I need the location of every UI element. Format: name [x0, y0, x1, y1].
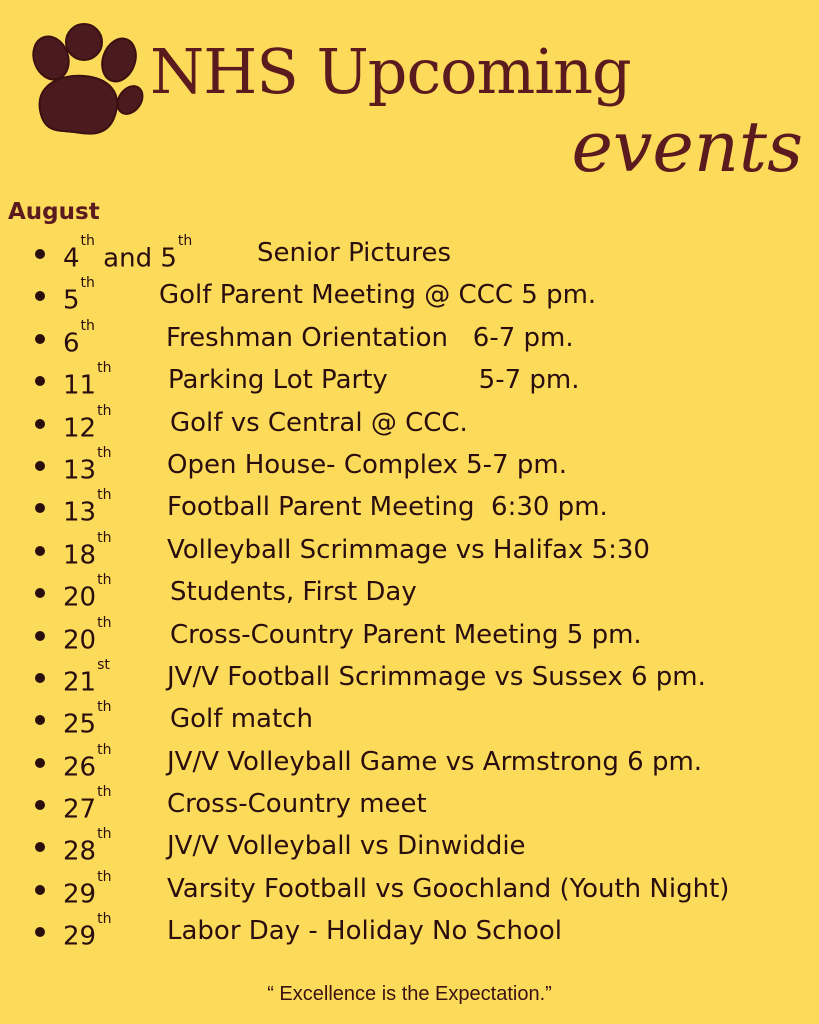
list-item: [0, 614, 819, 656]
list-item: [0, 825, 819, 867]
bullet-icon: [35, 334, 45, 344]
bullet-icon: [35, 758, 45, 768]
event-description: Parking Lot Party 5-7 pm.: [168, 365, 580, 396]
list-item: [0, 444, 819, 486]
bullet-icon: [35, 546, 45, 556]
event-description: Senior Pictures: [257, 238, 452, 268]
list-item: [0, 656, 819, 698]
event-description: Football Parent Meeting 6:30 pm.: [167, 492, 608, 523]
bullet-icon: [35, 885, 45, 895]
event-date: 12th: [63, 402, 112, 444]
list-item: [0, 698, 819, 740]
event-date: 20th: [63, 572, 112, 613]
event-date: 29th: [63, 911, 112, 952]
list-item: [0, 274, 819, 316]
bullet-icon: [35, 503, 45, 513]
list-item: [0, 317, 819, 359]
list-item: [0, 486, 819, 528]
bullet-icon: [35, 842, 45, 852]
event-date: 11th: [63, 360, 112, 401]
list-item: [0, 571, 819, 613]
event-description: JV/V Volleyball Game vs Armstrong 6 pm.: [167, 746, 703, 777]
page-subtitle: events: [571, 106, 803, 188]
bullet-icon: [35, 291, 45, 301]
event-description: JV/V Football Scrimmage vs Sussex 6 pm.: [167, 661, 706, 692]
event-date: 27th: [63, 784, 112, 825]
list-item: [0, 783, 819, 825]
month-heading: August: [8, 199, 100, 225]
event-date: 5th: [63, 275, 95, 317]
event-date: 28th: [63, 826, 112, 868]
bullet-icon: [35, 249, 45, 259]
event-date: 18th: [63, 529, 112, 571]
event-description: JV/V Volleyball vs Dinwiddie: [167, 831, 526, 862]
bullet-icon: [35, 673, 45, 683]
event-description: Labor Day - Holiday No School: [167, 916, 562, 947]
list-item: [0, 529, 819, 571]
bullet-icon: [35, 376, 45, 386]
bullet-icon: [35, 715, 45, 725]
bullet-icon: [35, 419, 45, 429]
event-date: 13th: [63, 444, 112, 486]
list-item: [0, 741, 819, 783]
list-item: [0, 910, 819, 952]
event-date: 6th: [63, 317, 95, 359]
bullet-icon: [35, 927, 45, 937]
event-list: [0, 232, 819, 953]
event-description: Golf vs Central @ CCC.: [170, 407, 468, 438]
event-date: 26th: [63, 741, 112, 783]
bullet-icon: [35, 800, 45, 810]
event-date: 20th: [63, 614, 112, 656]
event-date: 4th and 5th: [63, 233, 193, 274]
event-description: Volleyball Scrimmage vs Halifax 5:30: [167, 534, 650, 565]
event-description: Freshman Orientation 6-7 pm.: [166, 322, 574, 353]
list-item: [0, 868, 819, 910]
bullet-icon: [35, 588, 45, 598]
bullet-icon: [35, 631, 45, 641]
list-item: [0, 232, 819, 274]
event-description: Students, First Day: [170, 577, 417, 608]
paw-print-icon: [18, 22, 144, 142]
bullet-icon: [35, 461, 45, 471]
event-date: 29th: [63, 868, 112, 910]
event-date: 25th: [63, 699, 112, 740]
event-date: 21st: [63, 656, 110, 698]
footer-quote: “ Excellence is the Expectation.”: [267, 983, 552, 1005]
event-description: Varsity Football vs Goochland (Youth Night): [167, 873, 730, 904]
event-description: Cross-Country meet: [167, 789, 427, 820]
page-title: NHS Upcoming: [150, 35, 631, 108]
event-description: Golf Parent Meeting @ CCC 5 pm.: [159, 280, 597, 311]
list-item: [0, 359, 819, 401]
event-description: Open House- Complex 5-7 pm.: [167, 449, 567, 480]
event-description: Golf match: [170, 704, 313, 735]
event-date: 13th: [63, 487, 112, 528]
list-item: [0, 402, 819, 444]
event-description: Cross-Country Parent Meeting 5 pm.: [170, 619, 642, 650]
